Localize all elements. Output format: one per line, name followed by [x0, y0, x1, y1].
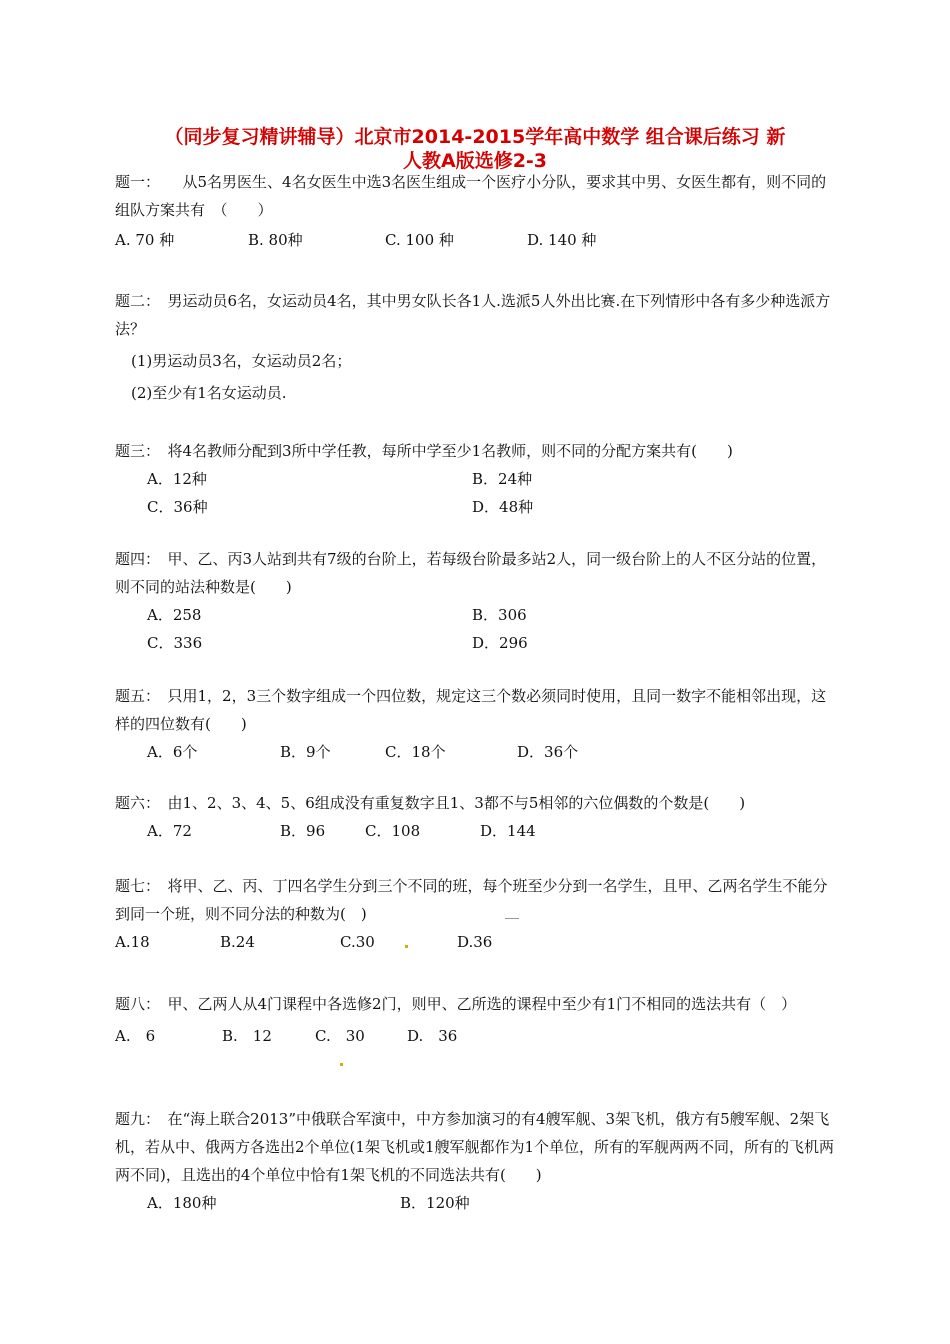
- question-8-text: 题八： 甲、乙两人从4门课程中各选修2门，则甲、乙所选的课程中至少有1门不相同的选法共有（ ）: [115, 995, 797, 1013]
- q6-option-a: A．72: [147, 822, 192, 840]
- question-4: [115, 545, 840, 657]
- q9-option-b: B．120种: [400, 1194, 470, 1212]
- q3-option-b: B．24种: [472, 470, 533, 488]
- q4-option-a: A．258: [147, 606, 202, 624]
- scan-dot: [405, 945, 408, 948]
- question-9: [115, 1105, 840, 1217]
- scan-mark: [505, 918, 519, 919]
- q9-option-a: A．180种: [147, 1194, 217, 1212]
- document-title: [100, 125, 850, 173]
- q6-option-c: C．108: [365, 822, 421, 840]
- q3-option-c: C．36种: [147, 498, 208, 516]
- question-1: [115, 168, 840, 254]
- q1-option-a: A. 70 种: [115, 231, 175, 249]
- q6-option-d: D．144: [480, 822, 536, 840]
- scan-dot: [340, 1063, 343, 1066]
- question-1-text: 题一： 从5名男医生、4名女医生中选3名医生组成一个医疗小分队，要求其中男、女医生都有，则不同的组队方案共有 （ ）: [115, 173, 827, 219]
- question-9-text: 题九： 在“海上联合2013”中俄联合军演中，中方参加演习的有4艘军舰、3架飞机，俄方有5艘军舰、2架飞机，若从中、俄两方各选出2个单位(1架飞机或1艘军舰都作为1个单位，所有的军舰两两不同，所有的飞机两两不同)，且选出的4个单位中恰有1架飞机的不同选法共有( ): [115, 1110, 835, 1184]
- q4-option-b: B．306: [472, 606, 527, 624]
- question-6-text: 题六： 由1、2、3、4、5、6组成没有重复数字且1、3都不与5相邻的六位偶数的个数是( ): [115, 794, 746, 812]
- q8-option-c: C. 30: [315, 1027, 365, 1045]
- title-line-2: 人教A版选修2-3: [402, 150, 548, 172]
- q6-option-b: B．96: [280, 822, 326, 840]
- q2-part-1: (1)男运动员3名，女运动员2名；: [131, 352, 352, 370]
- q7-option-a: A.18: [115, 933, 150, 951]
- q5-option-a: A．6个: [147, 743, 198, 761]
- q4-option-c: C．336: [147, 634, 203, 652]
- q7-option-b: B.24: [220, 933, 255, 951]
- question-5-text: 题五： 只用1，2，3三个数字组成一个四位数，规定这三个数必须同时使用，且同一数字不能相邻出现，这样的四位数有( ): [115, 687, 827, 733]
- q7-option-c: C.30: [340, 933, 375, 951]
- q7-option-d: D.36: [457, 933, 493, 951]
- question-7-text: 题七： 将甲、乙、丙、丁四名学生分到三个不同的班，每个班至少分到一名学生，且甲、乙两名学生不能分到同一个班，则不同分法的种数为( ): [115, 877, 828, 923]
- q8-option-a: A. 6: [115, 1027, 156, 1045]
- q8-option-b: B. 12: [222, 1027, 272, 1045]
- q5-option-b: B．9个: [280, 743, 331, 761]
- q5-option-d: D．36个: [517, 743, 579, 761]
- question-8: [115, 990, 840, 1050]
- q1-option-b: B. 80种: [248, 231, 303, 249]
- question-3: [115, 437, 840, 521]
- q3-option-d: D．48种: [472, 498, 534, 516]
- q5-option-c: C．18个: [385, 743, 446, 761]
- question-5: [115, 682, 840, 766]
- question-2: [115, 287, 840, 407]
- question-6: [115, 789, 840, 845]
- q3-option-a: A．12种: [147, 470, 207, 488]
- question-3-text: 题三： 将4名教师分配到3所中学任教，每所中学至少1名教师，则不同的分配方案共有( ): [115, 442, 733, 460]
- q4-option-d: D．296: [472, 634, 528, 652]
- q1-option-c: C. 100 种: [385, 231, 454, 249]
- q1-option-d: D. 140 种: [527, 231, 597, 249]
- question-7: [115, 872, 840, 956]
- question-4-text: 题四： 甲、乙、丙3人站到共有7级的台阶上，若每级台阶最多站2人，同一级台阶上的人不区分站的位置，则不同的站法种数是( ): [115, 550, 827, 596]
- question-2-text: 题二： 男运动员6名，女运动员4名，其中男女队长各1人.选派5人外出比赛.在下列情形中各有多少种选派方法？: [115, 292, 831, 338]
- q8-option-d: D. 36: [407, 1027, 458, 1045]
- q2-part-2: (2)至少有1名女运动员.: [131, 384, 287, 402]
- title-line-1: （同步复习精讲辅导）北京市2014-2015学年高中数学 组合课后练习 新: [164, 126, 786, 148]
